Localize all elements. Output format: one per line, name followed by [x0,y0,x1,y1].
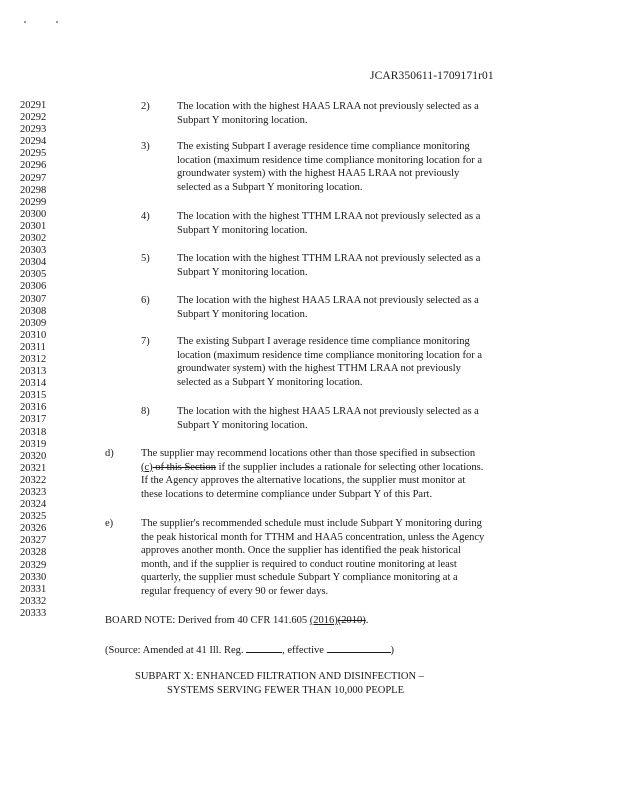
line-number: 20332 [20,595,47,607]
item-number: 3) [141,141,150,152]
deleted-year: (2010) [337,615,366,626]
line-number: 20294 [20,136,47,148]
line-number: 20310 [20,329,47,341]
text-line: selected as a Subpart Y monitoring location. [177,376,363,388]
text-line: The existing Subpart I average residence time compliance monitoring [177,141,470,152]
item-text [177,252,537,279]
subsection-text [141,517,541,599]
subsection-letter: d) [105,448,114,459]
text-line: If the Agency approves the alternative locations, the supplier must monitor at [141,475,466,487]
deleted-text: of this Section [152,461,216,473]
line-number: 20305 [20,269,47,281]
line-number: 20318 [20,426,47,438]
scan-mark [22,19,62,25]
line-number: 20314 [20,378,47,390]
text-line: The location with the highest TTHM LRAA not previously selected as a [177,211,481,222]
subsection-text [141,447,541,501]
text-line: The existing Subpart I average residence time compliance monitoring [177,336,470,347]
line-number: 20328 [20,547,47,559]
line-number: 20304 [20,257,47,269]
line-number: 20291 [20,100,47,111]
text-line: Subpart Y monitoring location. [177,266,308,278]
line-number: 20333 [20,607,47,619]
item-text [177,210,537,237]
item-number: 6) [141,295,150,306]
text-line: regular frequency of every 90 or fewer days. [141,585,329,597]
line-number: 20322 [20,474,47,486]
line-number: 20292 [20,112,47,124]
item-text [177,140,537,194]
line-number: 20302 [20,233,47,245]
line-number: 20311 [20,341,46,353]
line-number: 20295 [20,148,47,160]
source-end: ) [390,645,395,656]
line-number: 20293 [20,124,47,136]
line-number: 20320 [20,450,47,462]
text-line: these locations to determine compliance under Subpart Y of this Part. [141,488,433,500]
item-number: 5) [141,253,150,264]
item-text [177,405,537,432]
text-run: if the supplier includes a rationale for selecting other locations. [215,461,484,473]
board-note-end: . [365,615,369,626]
line-number: 20299 [20,196,47,208]
text-line: selected as a Subpart Y monitoring location. [177,181,363,193]
inserted-year: (2016) [309,615,338,626]
text-line: Subpart Y monitoring location. [177,224,308,236]
inserted-reference: (c) [141,461,153,473]
source-note [105,642,394,658]
text-line: Subpart Y monitoring location. [177,114,308,126]
line-number: 20308 [20,305,47,317]
text-line: Subpart Y monitoring location. [177,419,308,431]
line-number: 20300 [20,208,47,220]
item-text [177,294,537,321]
line-number: 20321 [20,462,47,474]
line-number: 20301 [20,220,47,232]
line-number: 20329 [20,559,47,571]
text-line: The location with the highest HAA5 LRAA not previously selected as a [177,101,479,112]
source-text: (Source: Amended at 41 Ill. Reg. [105,645,247,656]
item-text [177,100,537,127]
subsection-letter: e) [105,518,114,529]
effective-date-blank [327,642,391,653]
line-number: 20312 [20,353,47,365]
text-line: The supplier may recommend locations other than those specified in subsection [141,448,476,459]
line-number: 20298 [20,184,47,196]
line-number: 20297 [20,172,47,184]
line-number: 20296 [20,160,47,172]
line-number: 20313 [20,366,47,378]
line-number: 20303 [20,245,47,257]
board-note-text: BOARD NOTE: Derived from 40 CFR 141.605 [105,615,310,626]
text-line: groundwater system) with the highest TTHM LRAA not previously [177,363,461,375]
line-number: 20307 [20,293,47,305]
text-line: The supplier's recommended schedule must include Subpart Y monitoring during [141,518,482,529]
line-number: 20316 [20,402,47,414]
line-number: 20317 [20,414,47,426]
text-line: groundwater system) with the highest HAA5 LRAA not previously [177,168,460,180]
subpart-title-line-2: SYSTEMS SERVING FEWER THAN 10,000 PEOPLE [167,684,404,696]
line-number: 20324 [20,499,47,511]
item-text [177,335,537,389]
text-line: The location with the highest TTHM LRAA not previously selected as a [177,253,481,264]
line-number-column [20,100,60,620]
board-note [105,614,368,628]
text-line: location (maximum residence time compliance monitoring location for a [177,154,482,166]
line-number: 20315 [20,390,47,402]
text-line: location (maximum residence time compliance monitoring location for a [177,349,482,361]
text-line: The location with the highest HAA5 LRAA not previously selected as a [177,406,479,417]
text-line: month, and if the supplier is required to conduct routine monitoring at least [141,558,457,570]
text-line: approves another month. Once the supplier has identified the peak historical [141,545,461,557]
line-number: 20309 [20,317,47,329]
document-id: JCAR350611-1709171r01 [370,70,494,82]
item-number: 8) [141,406,150,417]
line-number: 20331 [20,583,47,595]
item-number: 4) [141,211,150,222]
line-number: 20325 [20,511,47,523]
line-number: 20327 [20,535,47,547]
register-blank [246,642,282,653]
line-number: 20323 [20,487,47,498]
item-number: 7) [141,336,150,347]
line-number: 20330 [20,571,47,583]
subpart-title-line-1: SUBPART X: ENHANCED FILTRATION AND DISINFECTION – [135,671,424,682]
line-number: 20326 [20,523,47,535]
text-line [141,461,541,475]
text-line: The location with the highest HAA5 LRAA not previously selected as a [177,295,479,306]
text-line: quarterly, the supplier must schedule Subpart Y compliance monitoring at a [141,572,458,584]
text-line: the peak historical month for TTHM and HAA5 concentration, unless the Agency [141,531,485,543]
line-number: 20319 [20,438,47,450]
source-effective: , effective [282,645,327,656]
item-number: 2) [141,101,150,112]
text-line: Subpart Y monitoring location. [177,308,308,320]
line-number: 20306 [20,281,47,293]
